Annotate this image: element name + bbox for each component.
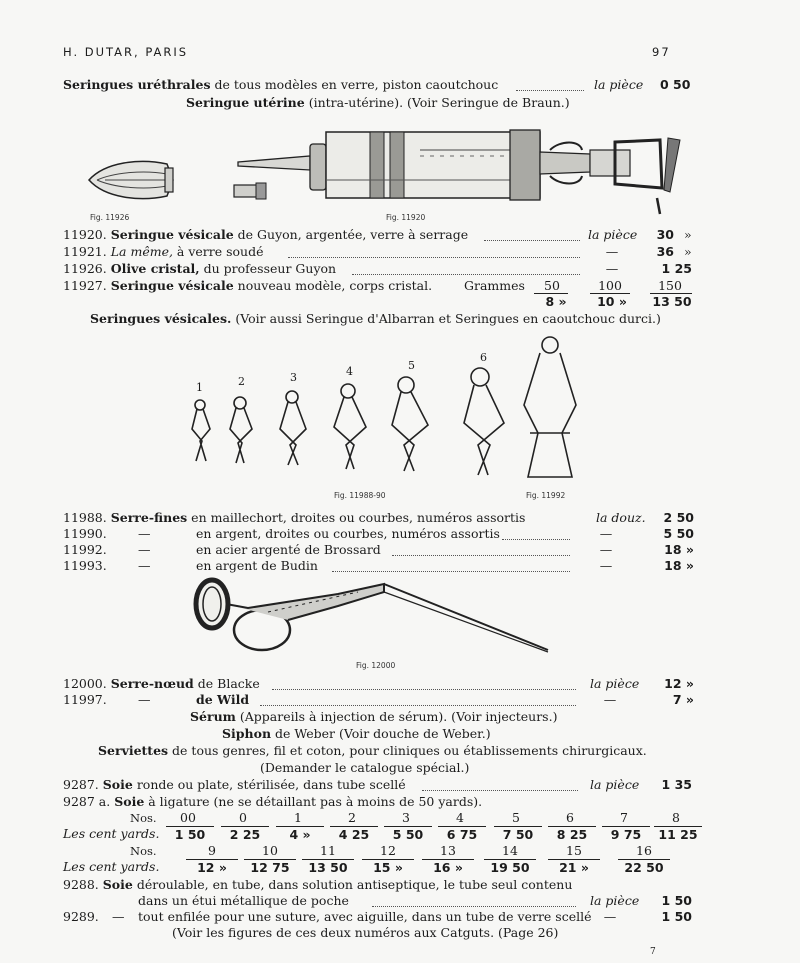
item-ref: 11988. [63,510,107,525]
item-desc: du professeur Guyon [199,261,337,276]
fig-12000-caption: Fig. 12000 [356,661,396,670]
item-11992-desc: en acier argenté de Brossard [196,542,381,557]
item-9287-price: 1 35 [661,777,692,792]
grammes-size: 50 [544,278,560,293]
item-desc: à ligature (ne se détaillant pas à moins de 50 yards). [144,794,483,809]
yards-number: 00 [180,810,196,825]
clip-number: 4 [346,365,353,378]
olive-cristal-illustration [85,150,180,210]
leader-dots [272,689,576,690]
line-uterine [186,95,570,111]
yards-price: 2 25 [221,826,269,843]
yards-number: 14 [502,843,518,858]
yards-number: 3 [402,810,410,825]
yards-price: 19 50 [484,859,536,876]
yards-price: 16 » [422,859,474,876]
cent-yards-label: Les cent yards. [63,826,160,841]
uretrales-title: Seringues uréthrales [63,77,211,92]
yards-number: 5 [512,810,520,825]
yards-price: 12 » [186,859,238,876]
item-11927 [63,278,432,294]
yards-price: 6 75 [438,826,486,843]
page-number: 97 [652,45,671,59]
yards-number: 13 [440,843,456,858]
item-11993-dash: — [138,558,151,573]
yards-price: 9 75 [602,826,650,843]
yards-price: 1 50 [166,826,214,843]
item-12000-price: 12 » [664,676,694,691]
yards-number: 2 [348,810,356,825]
item-9288 [63,877,572,893]
line-uretrales [63,77,498,93]
siphon-title: Siphon [222,726,272,741]
item-11993-ref: 11993. [63,558,107,573]
item-desc: nouveau modèle, corps cristal. [233,278,433,293]
item-desc: de Blacke [193,676,260,691]
item-11990-unit: — [599,526,613,541]
leader-dots [332,571,570,572]
leader-dots [484,240,580,241]
item-9287-unit: la pièce [590,777,640,792]
clip-number: 3 [290,371,297,384]
yards-price: 5 50 [384,826,432,843]
item-ref: 11927. [63,278,107,293]
uretrales-price: 0 50 [660,77,691,92]
line-serum [190,709,557,725]
item-ref: 9287. [63,777,99,792]
item-11921-suffix: » [684,244,692,259]
yards-number: 15 [566,843,582,858]
page-header-publisher: H. DUTAR, PARIS [63,45,189,59]
item-9289-dash: — [112,909,125,924]
clip-number: 6 [480,351,487,364]
uterine-desc: (intra-utérine). (Voir Seringue de Braun.) [304,95,570,110]
footnote: (Voir les figures de ces deux numéros aux Catguts. (Page 26) [172,925,559,940]
leader-dots [502,539,570,540]
item-11993-price: 18 » [664,558,694,573]
yards-number: 10 [262,843,278,858]
item-ref: 9288. [63,877,99,892]
cent-yards-label: Les cent yards. [63,859,160,874]
item-11992-dash: — [138,542,151,557]
item-11997-ref: 11997. [63,692,107,707]
item-11992-price: 18 » [664,542,694,557]
item-11990-price: 5 50 [663,526,694,541]
yards-price: 13 50 [302,859,354,876]
item-name: Soie [114,794,145,809]
item-desc: de Guyon, argentée, verre à serrage [233,227,469,242]
item-9289-unit: — [603,909,617,924]
syringe-cap-illustration [232,182,272,200]
item-11990-dash: — [138,526,151,541]
yards-number: 12 [380,843,396,858]
item-ref: 11920. [63,227,107,242]
item-ref: 11926. [63,261,107,276]
leader-dots [516,90,584,91]
serum-desc: (Appareils à injection de sérum). (Voir injecteurs.) [235,709,558,724]
item-11990-desc: en argent, droites ou courbes, numéros assortis [196,526,500,541]
item-name: Seringue vésicale [110,278,234,293]
grammes-price: 10 » [597,294,627,309]
line-siphon [222,726,491,742]
item-11997-price: 7 » [672,692,694,707]
yards-price: 4 25 [330,826,378,843]
item-9289-desc: tout enfilée pour une suture, avec aiguille, dans un tube de verre scellé [138,909,592,924]
item-11993-unit: — [599,558,613,573]
serre-noeud-illustration [188,578,568,658]
yards-price: 12 75 [244,859,296,876]
line-serviettes [98,743,647,759]
grammes-size: 100 [598,278,622,293]
item-11920-suffix: » [684,227,692,242]
clip-number: 2 [238,375,245,388]
fig-11926-caption: Fig. 11926 [90,213,130,222]
item-11997-unit: — [603,692,617,707]
item-9287a [63,794,482,810]
item-11926-price: 1 25 [661,261,692,276]
line-catalogue: (Demander le catalogue spécial.) [260,760,470,775]
item-11920-unit: la pièce [588,227,638,242]
item-name: Serre-nœud [110,676,194,691]
item-11988-price: 2 50 [663,510,694,525]
uretrales-unit: la pièce [594,77,644,92]
item-name: Serre-fines [110,510,188,525]
serre-fines-illustration [180,345,580,485]
item-12000 [63,676,260,692]
clip-number: 5 [408,359,415,372]
yards-number: 4 [456,810,464,825]
grammes-price: 8 » [545,294,567,309]
item-11988 [63,510,525,526]
grammes-size: 150 [658,278,682,293]
seringue-vesicale-illustration [230,122,690,222]
item-desc: ronde ou plate, stérilisée, dans tube scellé [132,777,406,792]
item-9289-ref: 9289. [63,909,99,924]
yards-price: 15 » [362,859,414,876]
yards-price: 7 50 [494,826,542,843]
item-11926-unit: — [605,261,619,276]
yards-price: 22 50 [618,859,670,876]
fig-11992-caption: Fig. 11992 [526,491,566,500]
item-ref: 9287 a. [63,794,111,809]
item-9289-price: 1 50 [661,909,692,924]
yards-price: 21 » [548,859,600,876]
item-name: Seringue vésicale [110,227,234,242]
item-11992-unit: — [599,542,613,557]
item-name: La même, [110,244,173,259]
item-9288-unit: la pièce [590,893,640,908]
item-desc: déroulable, en tube, dans solution antiseptique, le tube seul contenu [132,877,573,892]
vesicales-title: Seringues vésicales. [90,311,232,326]
uretrales-desc: de tous modèles en verre, piston caoutchouc [210,77,499,92]
item-9288-price: 1 50 [661,893,692,908]
item-11921-unit: — [605,244,619,259]
yards-number: 0 [239,810,247,825]
serviettes-desc: de tous genres, fil et coton, pour cliniques ou établissements chirurgicaux. [168,743,647,758]
yards-number: 9 [208,843,216,858]
nos-label: Nos. [130,844,157,858]
yards-number: 1 [294,810,302,825]
item-desc: à verre soudé [172,244,264,259]
yards-price: 4 » [276,826,324,843]
yards-number: 6 [566,810,574,825]
serviettes-title: Serviettes [98,743,169,758]
grammes-label: Grammes [464,278,525,293]
item-12000-unit: la pièce [590,676,640,691]
item-11997-dash: — [138,692,151,707]
item-11988-unit: la douz. [596,510,646,525]
leader-dots [260,705,576,706]
item-11993-desc: en argent de Budin [196,558,318,573]
vesicales-desc: (Voir aussi Seringue d'Albarran et Seringues en caoutchouc durci.) [231,311,661,326]
yards-price: 11 25 [654,826,702,843]
item-11997-desc: de Wild [196,692,250,707]
leader-dots [288,257,580,258]
item-ref: 12000. [63,676,107,691]
corner-mark: 7 [650,947,656,957]
item-11920 [63,227,468,243]
yards-price: 8 25 [548,826,596,843]
nos-label: Nos. [130,811,157,825]
item-11921 [63,244,264,260]
yards-number: 11 [320,843,336,858]
serum-title: Sérum [190,709,236,724]
item-11920-price: 30 [656,227,674,242]
leader-dots [422,790,578,791]
leader-dots [372,906,576,907]
grammes-price: 13 50 [652,294,692,309]
item-name: Soie [102,877,133,892]
item-desc: en maillechort, droites ou courbes, numéros assortis [187,510,526,525]
item-11990-ref: 11990. [63,526,107,541]
uterine-title: Seringue utérine [186,95,305,110]
item-9287 [63,777,406,793]
item-11926 [63,261,336,277]
line-vesicales [90,311,661,327]
yards-number: 8 [672,810,680,825]
item-name: Olive cristal, [110,261,200,276]
yards-number: 16 [636,843,652,858]
item-11992-ref: 11992. [63,542,107,557]
item-ref: 11921. [63,244,107,259]
item-11921-price: 36 [656,244,674,259]
fig-11988-caption: Fig. 11988-90 [334,491,386,500]
siphon-desc: de Weber (Voir douche de Weber.) [271,726,491,741]
item-9288-desc2: dans un étui métallique de poche [138,893,349,908]
leader-dots [352,274,580,275]
clip-number: 1 [196,381,203,394]
yards-number: 7 [620,810,628,825]
fig-11920-caption: Fig. 11920 [386,213,426,222]
leader-dots [392,555,570,556]
item-name: Soie [102,777,133,792]
